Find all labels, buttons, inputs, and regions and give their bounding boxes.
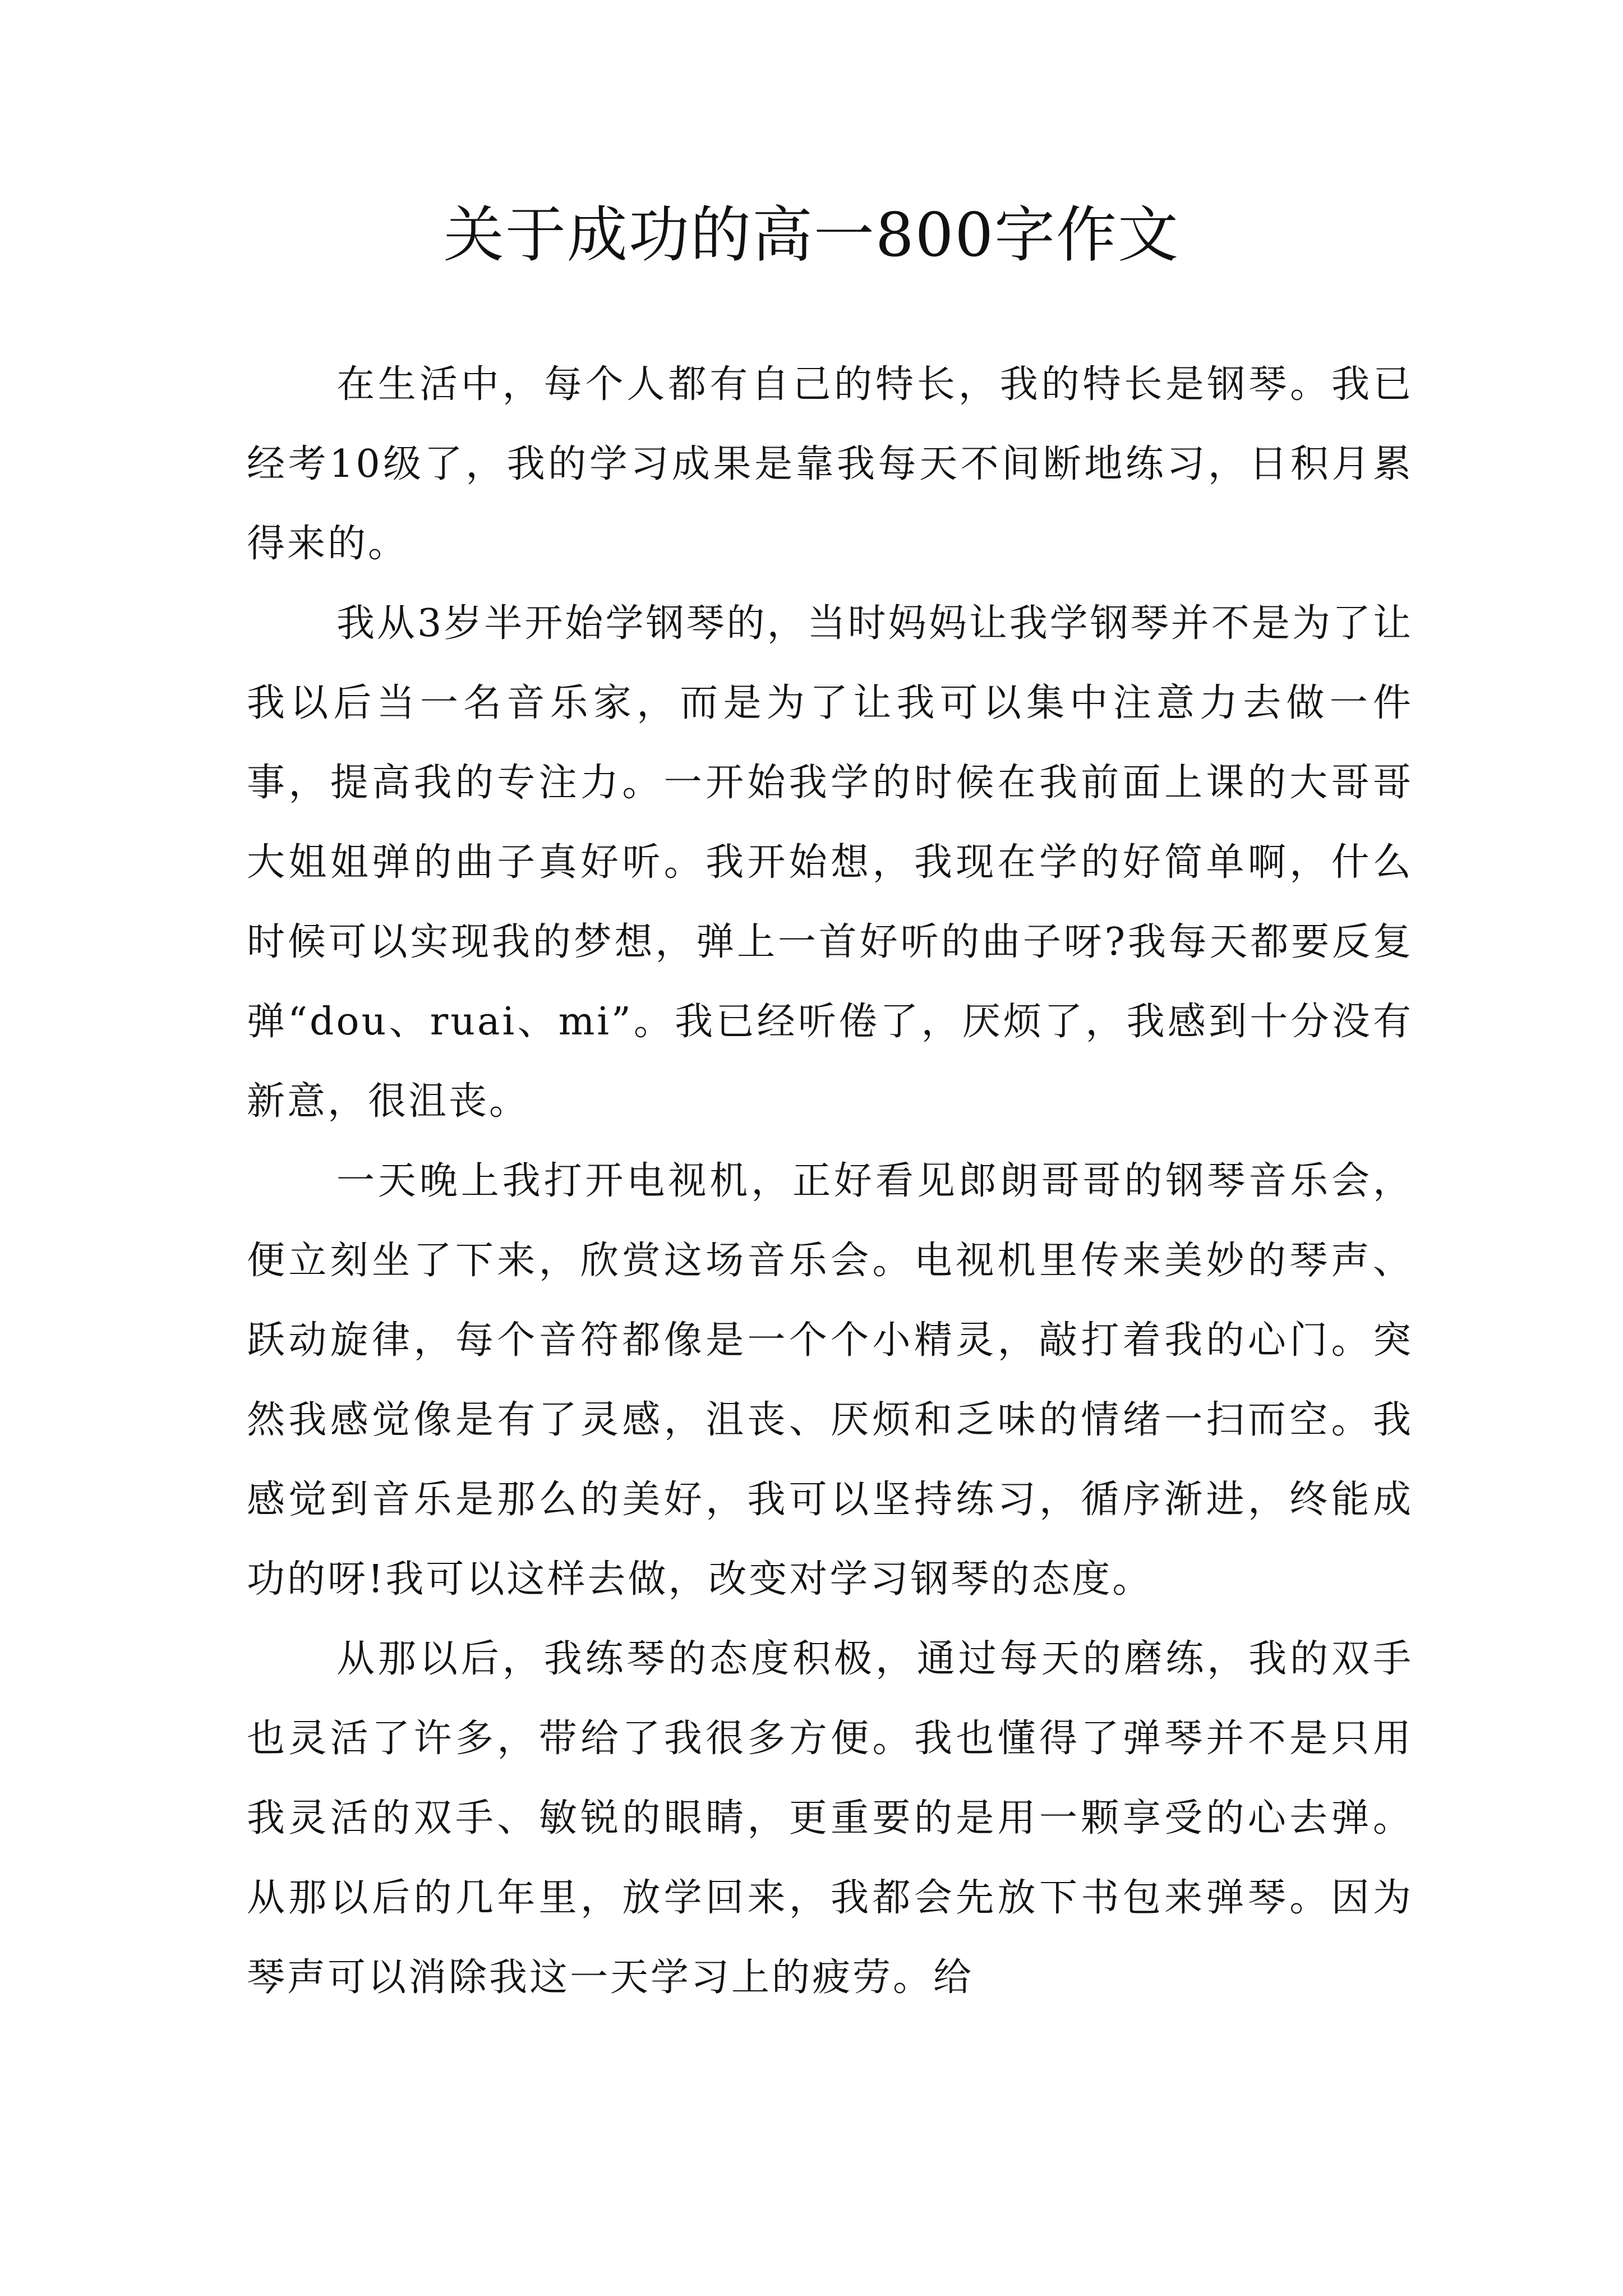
document-body [247,345,1413,2018]
document-title: 关于成功的高一800字作文 [443,200,1180,270]
paragraph-1: 在生活中，每个人都有自己的特长，我的特长是钢琴。我已经考10级了，我的学习成果是靠我每天不间断地练习，日积月累得来的。 [247,362,1413,566]
paragraph-4: 从那以后，我练琴的态度积极，通过每天的磨练，我的双手也灵活了许多，带给了我很多方便。我也懂得了弹琴并不是只用我灵活的双手、敏锐的眼睛，更重要的是用一颗享受的心去弹。从那以后的几年里，放学回来，我都会先放下书包来弹琴。因为琴声可以消除我这一天学习上的疲劳。给 [247,1637,1413,2000]
paragraph-2: 我从3岁半开始学钢琴的，当时妈妈让我学钢琴并不是为了让我以后当一名音乐家，而是为了让我可以集中注意力去做一件事，提高我的专注力。一开始我学的时候在我前面上课的大哥哥大姐姐弹的曲子真好听。我开始想，我现在学的好简单啊，什么时候可以实现我的梦想，弹上一首好听的曲子呀?我每天都要反复弹“dou、ruai、mi”。我已经听倦了，厌烦了，我感到十分没有新意，很沮丧。 [247,601,1413,1124]
paragraph-3: 一天晚上我打开电视机，正好看见郎朗哥哥的钢琴音乐会，便立刻坐了下来，欣赏这场音乐会。电视机里传来美妙的琴声、跃动旋律，每个音符都像是一个个小精灵，敲打着我的心门。突然我感觉像是有了灵感，沮丧、厌烦和乏味的情绪一扫而空。我感觉到音乐是那么的美好，我可以坚持练习，循序渐进，终能成功的呀!我可以这样去做，改变对学习钢琴的态度。 [247,1159,1413,1602]
